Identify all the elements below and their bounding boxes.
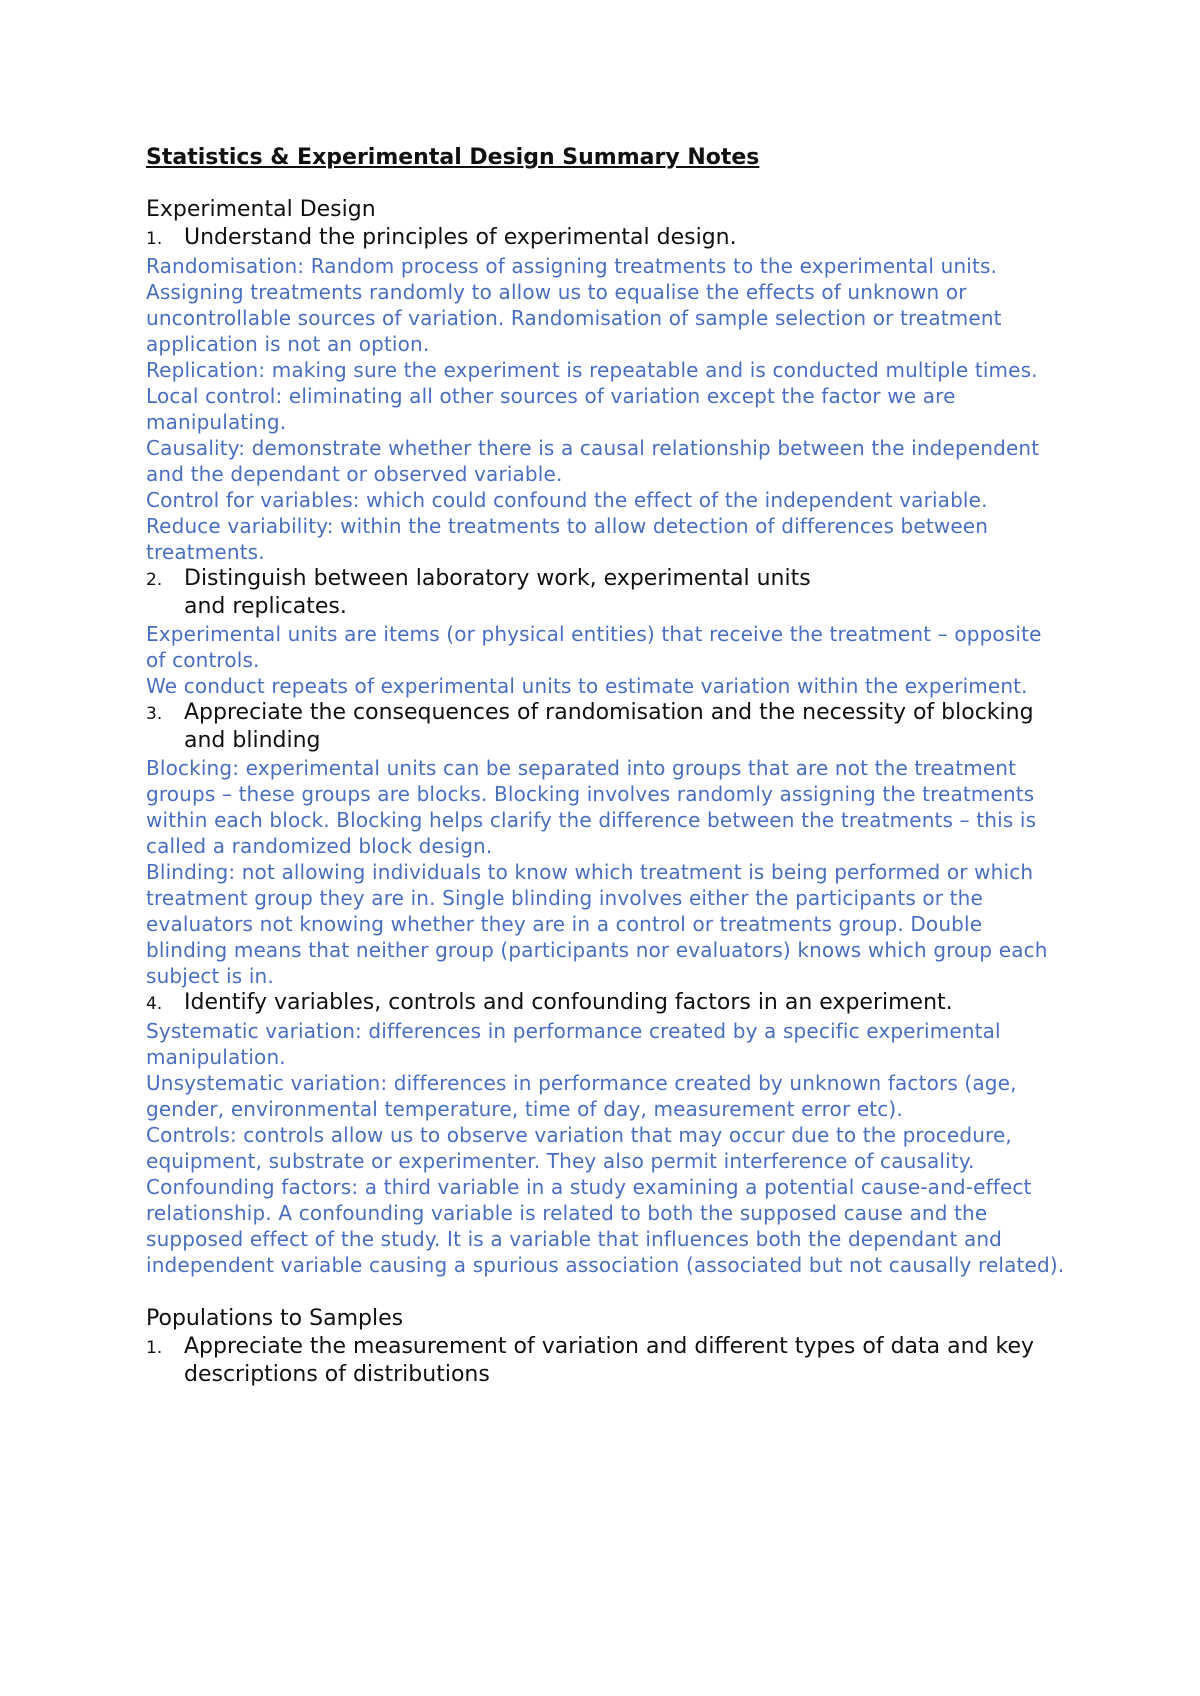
document-body <box>146 143 1066 1389</box>
item-title: Appreciate the consequences of randomisation and the necessity of blocking and blinding <box>184 700 1034 753</box>
note-paragraph: Unsystematic variation: differences in performance created by unknown factors (age, gender, environmental temperature, time of day, measurement error etc). <box>146 1071 1017 1121</box>
list-item <box>146 989 1066 1018</box>
list-item <box>146 565 1066 621</box>
item-title: Appreciate the measurement of variation and different types of data and key descriptions of distributions <box>184 1334 1035 1387</box>
item-title: Identify variables, controls and confounding factors in an experiment. <box>184 990 953 1015</box>
item-title: Understand the principles of experimental design. <box>184 225 737 250</box>
note-paragraph: We conduct repeats of experimental units to estimate variation within the experiment. <box>146 674 1028 698</box>
note-paragraph: Replication: making sure the experiment is repeatable and is conducted multiple times. <box>146 358 1038 382</box>
list-item <box>146 699 1066 755</box>
list-item <box>146 1333 1066 1389</box>
note-paragraph: Confounding factors: a third variable in a study examining a potential cause-and-effect relationship. A confounding variable is related to both the supposed cause and the supposed effect of the study. It is a variable that influences both the dependant and independent variable causing a spurious association (associated but not causally related). <box>146 1175 1065 1277</box>
note-paragraph: Randomisation: Random process of assigning treatments to the experimental units. Assigning treatments randomly to allow us to equalise the effects of unknown or uncontrollable sources of variation. Randomisation of sample selection or treatment application is not an option. <box>146 254 1002 356</box>
section-experimental-design <box>146 195 1066 1278</box>
section-heading: Experimental Design <box>146 197 376 222</box>
section-populations-to-samples <box>146 1304 1066 1389</box>
note-paragraph: Controls: controls allow us to observe variation that may occur due to the procedure, equipment, substrate or experimenter. They also permit interference of causality. <box>146 1123 1012 1173</box>
item-number: 4. <box>146 994 163 1014</box>
note-paragraph: Causality: demonstrate whether there is a causal relationship between the independent and the dependant or observed variable. <box>146 436 1040 486</box>
item-title: Distinguish between laboratory work, experimental units and replicates. <box>184 566 811 619</box>
note-paragraph: Systematic variation: differences in performance created by a specific experimental manipulation. <box>146 1019 1001 1069</box>
item-number: 1. <box>146 229 163 249</box>
note-paragraph: Blinding: not allowing individuals to know which treatment is being performed or which treatment group they are in. Single blinding involves either the participants or the evaluators not knowing whether they are in a control or treatments group. Double blinding means that neither group (participants nor evaluators) knows which group each subject is in. <box>146 860 1048 988</box>
note-paragraph: Experimental units are items (or physical entities) that receive the treatment – opposite of controls. <box>146 622 1042 672</box>
note-paragraph: Blocking: experimental units can be separated into groups that are not the treatment groups – these groups are blocks. Blocking involves randomly assigning the treatments within each block. Blocking helps clarify the difference between the treatments – this is called a randomized block design. <box>146 756 1037 858</box>
note-paragraph: Local control: eliminating all other sources of variation except the factor we are manipulating. <box>146 384 956 434</box>
section-heading: Populations to Samples <box>146 1306 404 1331</box>
item-number: 1. <box>146 1338 163 1358</box>
note-paragraph: Reduce variability: within the treatments to allow detection of differences between treatments. <box>146 514 989 564</box>
note-paragraph: Control for variables: which could confound the effect of the independent variable. <box>146 488 988 512</box>
document-title: Statistics & Experimental Design Summary Notes <box>146 145 760 170</box>
item-number: 2. <box>146 570 163 590</box>
item-number: 3. <box>146 704 163 724</box>
list-item <box>146 224 1066 253</box>
spacer <box>146 1278 1066 1304</box>
